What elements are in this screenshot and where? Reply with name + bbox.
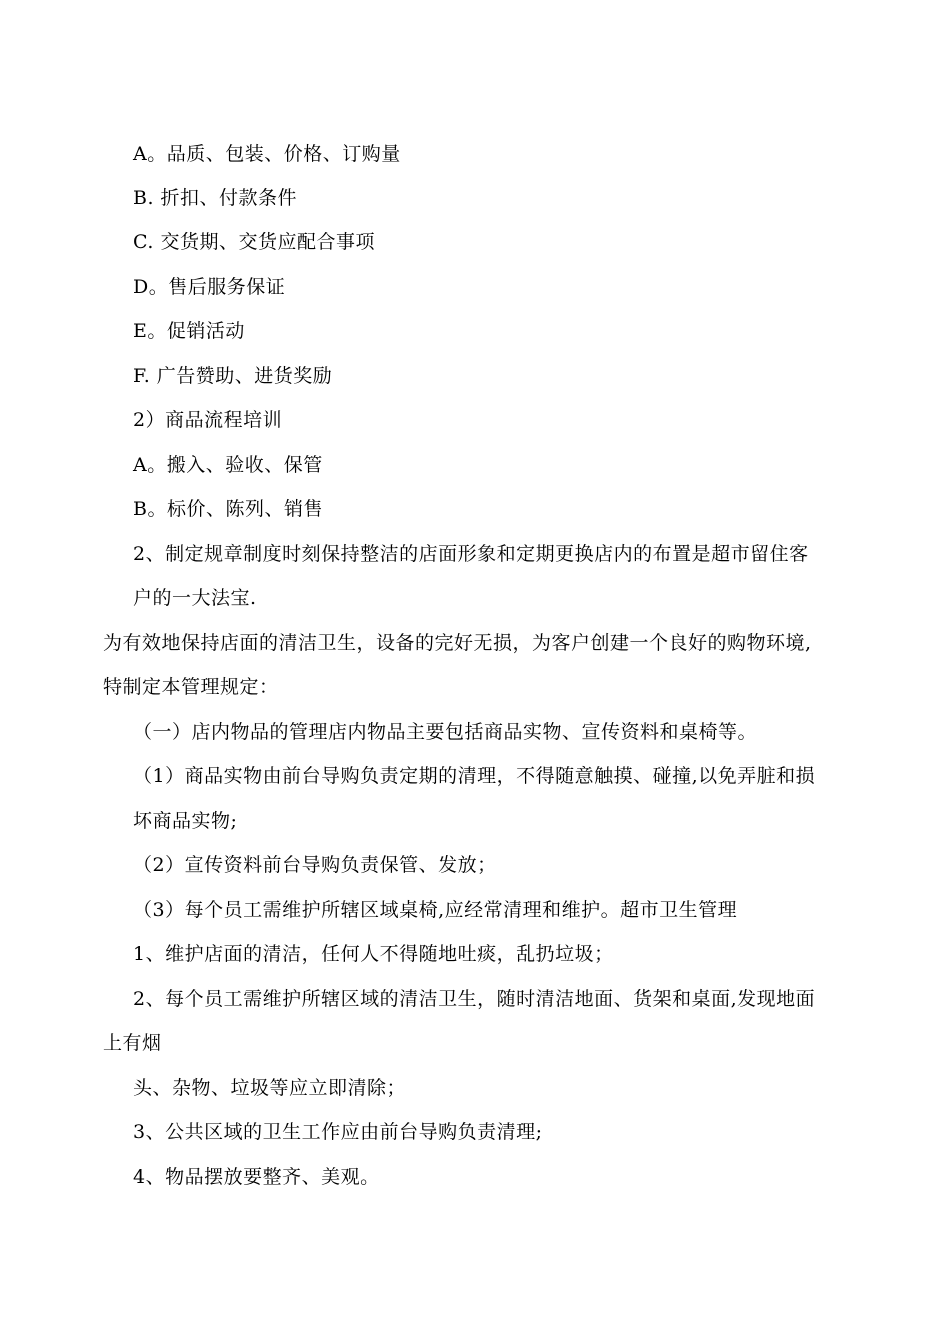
text-line: 头、杂物、垃圾等应立即清除； — [133, 1077, 407, 1099]
text-line: 户的一大法宝. — [133, 587, 257, 609]
text-line: C. 交货期、交货应配合事项 — [133, 231, 375, 253]
text-line: （1）商品实物由前台导购负责定期的清理，不得随意触摸、碰撞,以免弄脏和损 — [133, 765, 816, 787]
text-line: 特制定本管理规定： — [103, 676, 279, 698]
text-line: 1、维护店面的清洁，任何人不得随地吐痰，乱扔垃圾； — [133, 943, 614, 965]
text-line: B. 折扣、付款条件 — [133, 187, 298, 209]
text-line: 坏商品实物; — [133, 810, 238, 832]
text-line: 4、物品摆放要整齐、美观。 — [133, 1166, 380, 1188]
text-line: （3）每个员工需维护所辖区域桌椅,应经常清理和维护。超市卫生管理 — [133, 899, 738, 921]
text-line: D。售后服务保证 — [133, 276, 286, 298]
text-line: 上有烟 — [103, 1032, 162, 1054]
text-line: A。品质、包装、价格、订购量 — [133, 143, 401, 165]
text-line: 3、公共区域的卫生工作应由前台导购负责清理; — [133, 1121, 543, 1143]
text-line: 2）商品流程培训 — [133, 409, 283, 431]
text-line: 为有效地保持店面的清洁卫生，设备的完好无损，为客户创建一个良好的购物环境, — [103, 632, 812, 654]
text-line: 2、制定规章制度时刻保持整洁的店面形象和定期更换店内的布置是超市留住客 — [133, 543, 809, 565]
text-line: E。促销活动 — [133, 320, 245, 342]
text-line: B。标价、陈列、销售 — [133, 498, 323, 520]
text-line: 2、每个员工需维护所辖区域的清洁卫生，随时清洁地面、货架和桌面,发现地面 — [133, 988, 816, 1010]
text-line: （2）宣传资料前台导购负责保管、发放； — [133, 854, 497, 876]
text-line: F. 广告赞助、进货奖励 — [133, 365, 333, 387]
text-line: （一）店内物品的管理店内物品主要包括商品实物、宣传资料和桌椅等。 — [133, 721, 758, 743]
text-line: A。搬入、验收、保管 — [133, 454, 323, 476]
